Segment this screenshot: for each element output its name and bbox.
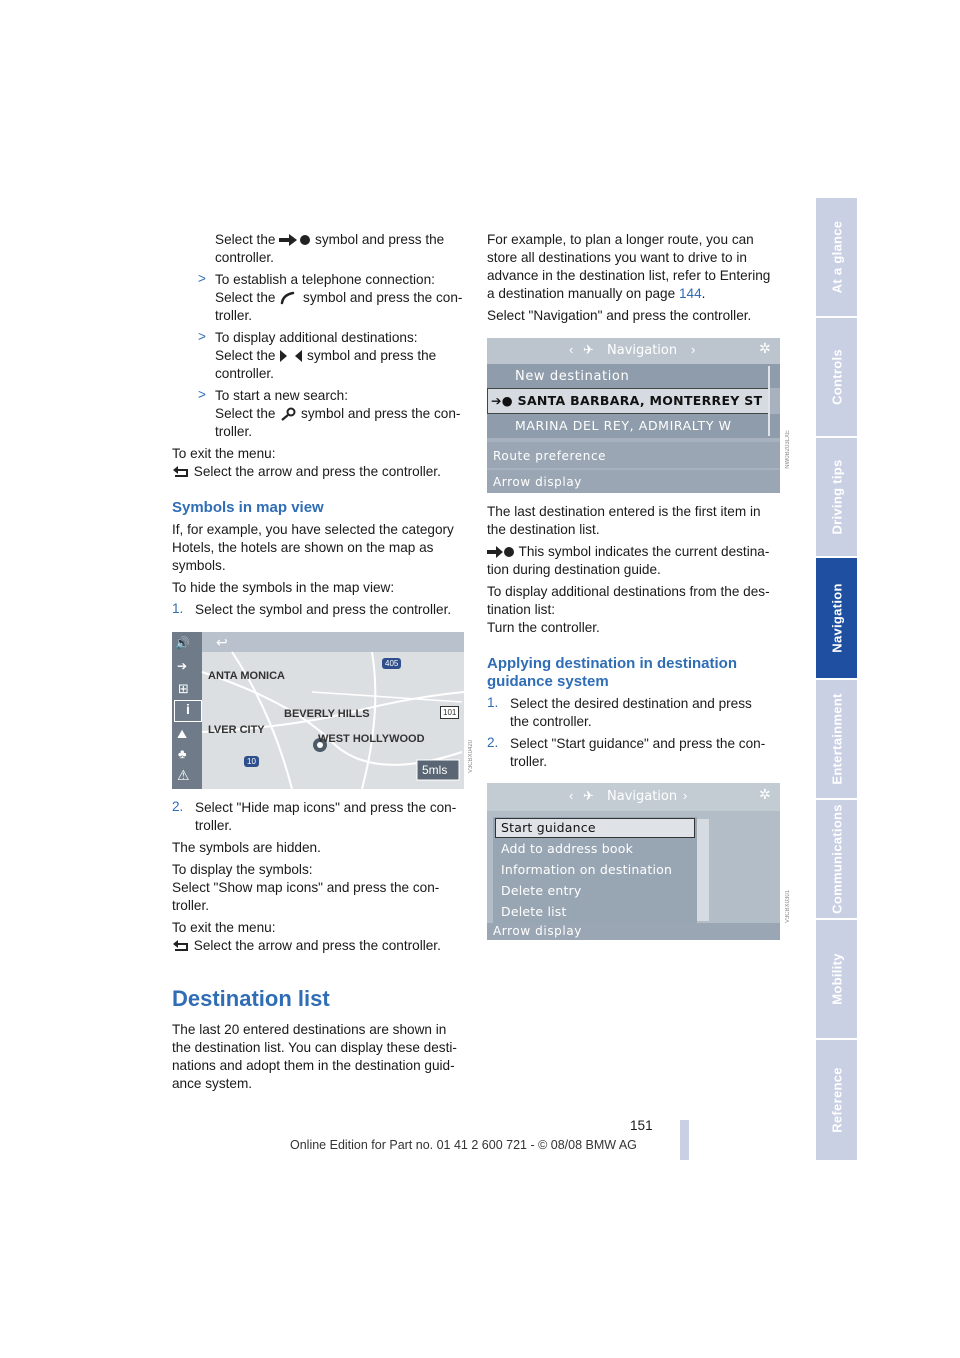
apply-heading: Applying destination in destination bbox=[487, 655, 737, 672]
page-number: 151 bbox=[630, 1118, 653, 1133]
footer-text: Online Edition for Part no. 01 41 2 600 721 - © 08/08 BMW AG bbox=[290, 1138, 637, 1152]
text: troller. bbox=[215, 308, 253, 323]
scrollbar[interactable] bbox=[759, 366, 770, 436]
menu-item-start-guidance[interactable]: Start guidance bbox=[501, 820, 596, 835]
map-view-screenshot bbox=[172, 632, 464, 789]
text: Select the arrow and press the controller. bbox=[193, 464, 441, 479]
text: Select the arrow and press the controller. bbox=[193, 938, 441, 953]
tab-entertainment[interactable] bbox=[816, 680, 857, 798]
tab-label: Reference bbox=[829, 1067, 844, 1133]
search-icon bbox=[279, 407, 297, 421]
bullet-marker: > bbox=[198, 387, 206, 402]
scroll-arrows-icon bbox=[279, 350, 303, 362]
text: This symbol indicates the current destina- bbox=[518, 544, 770, 559]
traffic-icon: ⛰ bbox=[177, 727, 188, 741]
menu-item-add-to-address-book[interactable]: Add to address book bbox=[501, 841, 634, 856]
text: To display additional destinations from the des- bbox=[487, 584, 770, 599]
back-arrow-icon bbox=[172, 466, 190, 478]
text: The symbols are hidden. bbox=[172, 840, 321, 855]
text: To exit the menu: bbox=[172, 920, 276, 935]
destination-arrow-icon: ➔● bbox=[491, 393, 513, 408]
tab-label: Navigation bbox=[829, 583, 844, 653]
menu-title: Navigation bbox=[607, 789, 678, 804]
menu-item-delete-list[interactable]: Delete list bbox=[501, 904, 567, 919]
settings-icon: ✲ bbox=[759, 786, 771, 802]
text bbox=[487, 285, 705, 303]
satellite-icon: ✈ bbox=[583, 788, 594, 803]
destination-arrow-icon bbox=[279, 234, 311, 246]
text: troller. bbox=[215, 424, 253, 439]
symbols-heading: Symbols in map view bbox=[172, 499, 324, 516]
tab-label: Entertainment bbox=[829, 693, 844, 785]
highway-shield: 10 bbox=[244, 756, 259, 767]
menu-item-new-destination[interactable]: New destination bbox=[515, 369, 630, 384]
chevron-right-icon: › bbox=[683, 788, 688, 803]
text: troller. bbox=[172, 898, 210, 913]
map-label: LVER CITY bbox=[208, 724, 265, 736]
text: Hotels, the hotels are shown on the map as bbox=[172, 540, 434, 555]
text: For example, to plan a longer route, you can bbox=[487, 232, 754, 247]
bullet-phone-text bbox=[215, 289, 462, 307]
text: symbol and press the con- bbox=[301, 406, 461, 421]
map-label: WEST HOLLYWOOD bbox=[318, 733, 425, 745]
exit-menu-text bbox=[172, 937, 441, 955]
text: Select the bbox=[215, 406, 276, 421]
menu-item-arrow-display[interactable]: Arrow display bbox=[493, 924, 582, 938]
back-arrow-icon bbox=[172, 940, 190, 952]
tab-label: Communications bbox=[829, 804, 844, 914]
step-text: troller. bbox=[195, 818, 233, 833]
text: The last destination entered is the first item in bbox=[487, 504, 761, 519]
tab-label: Mobility bbox=[829, 953, 844, 1005]
text: Select the bbox=[215, 232, 276, 247]
tab-controls[interactable] bbox=[816, 318, 857, 436]
tab-communications[interactable] bbox=[816, 800, 857, 918]
text: Select "Navigation" and press the controller. bbox=[487, 308, 752, 323]
map-label: ANTA MONICA bbox=[208, 670, 285, 682]
menu-item-route-preference[interactable]: Route preference bbox=[493, 449, 607, 463]
tab-label: At a glance bbox=[829, 220, 844, 294]
menu-title: Navigation bbox=[607, 343, 678, 358]
map-scale: 5mls bbox=[422, 763, 448, 777]
text: If, for example, you have selected the category bbox=[172, 522, 454, 537]
highway-shield: 101 bbox=[440, 706, 459, 719]
page-marker-bar bbox=[680, 1120, 689, 1160]
tab-navigation[interactable] bbox=[816, 558, 857, 678]
menu-item-information-on-destination[interactable]: Information on destination bbox=[501, 862, 673, 877]
tab-driving-tips[interactable] bbox=[816, 438, 857, 556]
menu-item-delete-entry[interactable]: Delete entry bbox=[501, 883, 582, 898]
grid-icon: ⊞ bbox=[178, 681, 189, 696]
step-text: Select "Start guidance" and press the con- bbox=[510, 736, 766, 751]
step-text: the controller. bbox=[510, 714, 592, 729]
text: controller. bbox=[215, 366, 274, 381]
bullet-marker: > bbox=[198, 329, 206, 344]
exit-menu-label: To exit the menu: bbox=[172, 446, 276, 461]
info-icon: i bbox=[174, 700, 202, 722]
text: the destination list. You can display these desti- bbox=[172, 1040, 457, 1055]
text: SANTA BARBARA, MONTERREY ST bbox=[517, 393, 763, 408]
satellite-icon: ✈ bbox=[583, 342, 594, 357]
settings-icon: ✲ bbox=[759, 340, 771, 356]
tab-label: Controls bbox=[829, 349, 844, 405]
destination-list-heading: Destination list bbox=[172, 986, 330, 1011]
highway-shield: 405 bbox=[382, 658, 401, 669]
text: symbol and press the con- bbox=[303, 290, 463, 305]
step-text: Select the desired destination and press bbox=[510, 696, 752, 711]
tab-at-a-glance[interactable] bbox=[816, 198, 857, 316]
image-code: V3CBX0301 bbox=[785, 890, 791, 924]
menu-item-marina-del-rey[interactable]: MARINA DEL REY, ADMIRALTY W bbox=[515, 418, 732, 433]
text: Select "Show map icons" and press the con- bbox=[172, 880, 440, 895]
text: Select the bbox=[215, 290, 276, 305]
telephone-icon bbox=[279, 291, 299, 305]
tab-mobility[interactable] bbox=[816, 920, 857, 1038]
text: the destination list. bbox=[487, 522, 600, 537]
destination-arrow-icon bbox=[487, 546, 515, 558]
image-code: V3CBX0420 bbox=[468, 740, 474, 774]
menu-item-santa-barbara[interactable] bbox=[491, 393, 762, 408]
text: To hide the symbols in the map view: bbox=[172, 580, 395, 595]
navigation-menu-screenshot-2 bbox=[487, 783, 780, 940]
text: nations and adopt them in the destination guid- bbox=[172, 1058, 455, 1073]
text: To display the symbols: bbox=[172, 862, 313, 877]
text: store all destinations you want to drive to in bbox=[487, 250, 747, 265]
text: Select the bbox=[215, 348, 276, 363]
bullet-marker: > bbox=[198, 271, 206, 286]
text: advance in the destination list, refer to Entering bbox=[487, 268, 771, 283]
side-tabs bbox=[816, 198, 857, 1160]
step-number: 2. bbox=[487, 735, 499, 750]
text bbox=[487, 543, 769, 561]
map-label: BEVERLY HILLS bbox=[284, 708, 370, 720]
poi-icon: ♣ bbox=[178, 746, 187, 761]
chevron-left-icon: ‹ bbox=[569, 788, 574, 803]
select-dest-line bbox=[215, 231, 444, 249]
scrollbar[interactable] bbox=[697, 819, 709, 921]
back-icon: ↩ bbox=[216, 634, 228, 650]
exit-menu-text bbox=[172, 463, 441, 481]
tab-reference[interactable] bbox=[816, 1040, 857, 1160]
step-number: 1. bbox=[487, 695, 499, 710]
text: tination list: bbox=[487, 602, 556, 617]
text: symbol and press the bbox=[315, 232, 445, 247]
step-number: 1. bbox=[172, 601, 184, 616]
text: symbol and press the bbox=[307, 348, 437, 363]
bullet-more-text bbox=[215, 347, 436, 365]
step-text: Select the symbol and press the controller. bbox=[195, 602, 452, 617]
text: a destination manually on page bbox=[487, 286, 676, 301]
tab-label: Driving tips bbox=[829, 459, 844, 535]
text: tion during destination guide. bbox=[487, 562, 661, 577]
image-code: NW0B203LXE bbox=[785, 430, 791, 469]
text: controller. bbox=[215, 250, 274, 265]
text: The last 20 entered destinations are shown in bbox=[172, 1022, 447, 1037]
navigation-menu-screenshot-1 bbox=[487, 338, 780, 493]
chevron-left-icon: ‹ bbox=[569, 342, 574, 357]
warning-icon: ⚠ bbox=[177, 767, 190, 783]
text: ance system. bbox=[172, 1076, 253, 1091]
menu-item-arrow-display[interactable]: Arrow display bbox=[493, 475, 582, 489]
chevron-right-icon: › bbox=[691, 342, 696, 357]
route-arrow-icon: ➔ bbox=[177, 659, 188, 673]
page-link[interactable]: 144 bbox=[678, 286, 702, 301]
bullet-search-title: To start a new search: bbox=[215, 388, 348, 403]
step-number: 2. bbox=[172, 799, 184, 814]
bullet-search-text bbox=[215, 405, 460, 423]
period: . bbox=[701, 286, 706, 301]
step-text: Select "Hide map icons" and press the con- bbox=[195, 800, 457, 815]
volume-icon: 🔊 bbox=[175, 636, 190, 650]
bullet-more-title: To display additional destinations: bbox=[215, 330, 418, 345]
apply-heading: guidance system bbox=[487, 673, 609, 690]
step-text: troller. bbox=[510, 754, 548, 769]
text: Turn the controller. bbox=[487, 620, 600, 635]
bullet-phone-title: To establish a telephone connection: bbox=[215, 272, 435, 287]
text: symbols. bbox=[172, 558, 226, 573]
